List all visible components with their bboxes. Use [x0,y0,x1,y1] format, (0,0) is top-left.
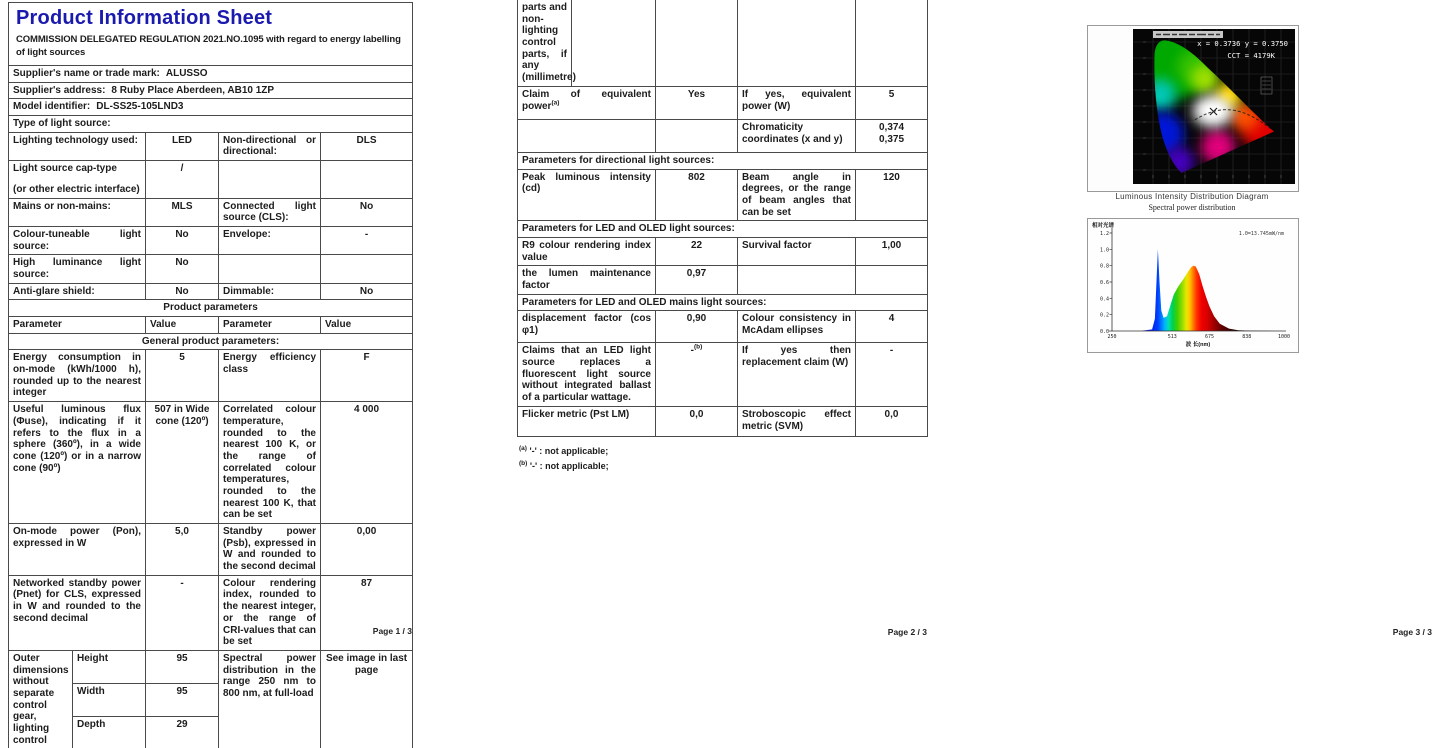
y-tick: 0.4 [1099,296,1109,303]
param-value: 1,00 [856,237,928,265]
page-2 [517,0,927,474]
param-label: Anti-glare shield: [9,283,146,300]
param-label-empty [219,161,321,198]
param-value: No [146,226,219,254]
header-cell [9,3,413,66]
footnote-a-text: '-' : not applicable; [529,445,609,456]
footnote-a-marker: (a) [519,444,527,452]
x-tick: 1000 [1277,334,1291,340]
chromaticity-diagram-frame [1087,25,1299,192]
param-label: Dimmable: [219,283,321,300]
footnote-ref-b: (b) [694,344,703,352]
param-label: Peak luminous intensity (cd) [518,169,656,221]
param-value: No [146,283,219,300]
param-value: Yes [656,86,738,119]
param-label: Flicker metric (Pst LM) [518,406,656,436]
model-identifier-value: DL-SS25-105LND3 [96,101,184,113]
param-value: - [146,575,219,650]
column-header: Value [321,317,413,334]
claim-power-label: Claim of equivalent power [522,88,651,112]
table-row [9,255,413,283]
chromaticity-y: 0,375 [878,133,905,145]
param-label: Lighting technology used: [9,132,146,160]
page-number-3: Page 3 / 3 [1392,627,1432,637]
param-value: No [321,283,413,300]
empty-cell [656,0,738,86]
footnote-a [519,444,927,459]
param-value: 0,90 [656,311,738,343]
table-row [518,86,928,119]
supplier-address-label: Supplier's address: [13,84,106,96]
page-number-1: Page 1 / 3 [372,626,412,636]
empty-cell [656,119,738,152]
param-value: 120 [856,169,928,221]
scale-annotation: 1.0=13.745mW/nm [1238,231,1284,237]
param-value: 507 in Wide cone (120º) [146,402,219,524]
y-tick: 0.0 [1099,329,1109,335]
product-info-table [8,2,413,748]
footnote-b [519,459,927,474]
param-value: 22 [656,237,738,265]
table-row [9,66,413,83]
supplier-name-cell [9,66,413,83]
type-of-light-source-header: Type of light source: [9,116,413,133]
general-parameters-header: General product parameters: [9,333,413,350]
table-row [9,116,413,133]
table-row [9,132,413,160]
param-label: If yes, equivalent power (W) [738,86,856,119]
table-row [9,575,413,650]
table-row [518,119,928,152]
chromaticity-x: 0,374 [878,121,905,133]
param-value [856,119,928,152]
param-label: Energy efficiency class [219,350,321,402]
empty-cell [572,0,656,86]
param-label: Networked standby power (Pnet) for CLS, expressed in W and rounded to the second decimal [9,575,146,650]
table-row [9,300,413,317]
table-row [518,311,928,343]
param-label: Survival factor [738,237,856,265]
column-header: Parameter [9,317,146,334]
page-number-2: Page 2 / 3 [887,627,927,637]
param-value: MLS [146,198,219,226]
param-label: Non-directional or directional: [219,132,321,160]
param-label: Colour-tuneable light source: [9,226,146,254]
param-label: On-mode power (Pon), expressed in W [9,524,146,576]
param-value: 0,0 [656,406,738,436]
table-row [9,3,413,66]
table-row [518,294,928,311]
table-row [9,283,413,300]
param-value: 0,97 [656,266,738,294]
cie-xy-readout: x = 0.3736 y = 0.3750 [1197,39,1288,48]
supplier-address-cell [9,82,413,99]
table-row [9,524,413,576]
y-tick: 0.2 [1099,312,1109,319]
table-row [518,266,928,294]
table-row [518,0,928,86]
section-header-led-oled: Parameters for LED and OLED light sources: [518,221,928,238]
param-value: 4 [856,311,928,343]
claims-led-value: - [690,345,695,357]
param-label: High luminance light source: [9,255,146,283]
table-row [9,650,413,683]
dimension-label: Height [73,650,146,683]
x-axis-title: 波 长(nm) [1185,342,1211,348]
column-header: Parameter [219,317,321,334]
column-header: Value [146,317,219,334]
cap-type-line1: Light source cap-type [13,163,117,175]
param-label: Envelope: [219,226,321,254]
regulation-text: COMMISSION DELEGATED REGULATION 2021.NO.1095 with regard to energy labelling of light sources [16,34,401,59]
param-value: 5 [146,350,219,402]
footnote-b-text: '-' : not applicable; [529,461,609,472]
table-row [518,221,928,238]
dimension-value: 95 [146,683,219,716]
spectral-distribution-value: See image in last page [321,650,413,748]
param-value: - [856,343,928,406]
table-row [518,237,928,265]
x-tick: 250 [1107,334,1117,340]
param-label: If yes then replacement claim (W) [738,343,856,406]
figure2-caption: Spectral power distribution [1148,203,1236,212]
param-value: - [321,226,413,254]
table-row [9,333,413,350]
page-1 [8,2,412,748]
param-label: Stroboscopic effect metric (SVM) [738,406,856,436]
param-label: Energy consumption in on-mode (kWh/1000 h), rounded up to the nearest integer [9,350,146,402]
param-value-empty [321,255,413,283]
x-tick: 675 [1204,334,1215,340]
dimension-value: 95 [146,650,219,683]
table-row [9,226,413,254]
section-header-led-mains: Parameters for LED and OLED mains light sources: [518,294,928,311]
product-info-table-continued [517,0,928,437]
empty-cell [738,266,856,294]
cie-chromaticity-diagram [1133,29,1295,184]
empty-cell [518,119,656,152]
outer-dimensions-label-continued: parts and non-lighting control parts, if any (millimetre) [518,0,572,86]
empty-cell [738,0,856,86]
param-value [656,343,738,406]
param-label: the lumen maintenance factor [518,266,656,294]
supplier-name-label: Supplier's name or trade mark: [13,68,160,80]
y-axis-title: 相对光谱 [1092,223,1115,229]
param-label: Standby power (Psb), expressed in W and rounded to the second decimal [219,524,321,576]
section-header-directional: Parameters for directional light sources: [518,152,928,169]
empty-cell [856,266,928,294]
table-row [9,402,413,524]
spectral-power-distribution-frame [1087,218,1299,353]
param-label [518,86,656,119]
empty-cell [856,0,928,86]
param-label: Connected light source (CLS): [219,198,321,226]
table-row [9,161,413,198]
footnotes [517,444,927,475]
cap-type-line2: (or other electric interface) [13,183,140,195]
param-label: Colour consistency in McAdam ellipses [738,311,856,343]
param-value: 5 [856,86,928,119]
param-value: 4 000 [321,402,413,524]
table-row [9,82,413,99]
table-row [9,198,413,226]
param-value: No [321,198,413,226]
table-row [9,350,413,402]
param-value: 87 [321,575,413,650]
table-row [9,317,413,334]
param-label: Correlated colour temperature, rounded to the nearest 100 K, or the range of correlated colour temperatures, rounded to the nearest 100 K, that can be set [219,402,321,524]
outer-dimensions-label: Outer dimensions without separate control gear, lighting control [9,650,73,748]
supplier-name-value: ALUSSO [165,68,208,80]
param-label: Claims that an LED light source replaces a fluorescent light source without integrated ballast of a particular wattage. [518,343,656,406]
param-value: 0,0 [856,406,928,436]
supplier-address-value: 8 Ruby Place Aberdeen, AB10 1ZP [111,84,275,96]
y-tick: 1.0 [1099,247,1109,254]
model-identifier-label: Model identifier: [13,101,91,113]
dimension-label: Width [73,683,146,716]
x-tick: 513 [1167,334,1177,340]
footnote-ref-a: (a) [551,99,560,107]
y-tick: 1.2 [1099,231,1109,237]
param-label: R9 colour rendering index value [518,237,656,265]
param-value: LED [146,132,219,160]
x-tick: 838 [1242,334,1252,340]
table-row [9,99,413,116]
cie-cct-readout: CCT = 4179K [1227,51,1275,60]
table-row [518,406,928,436]
page-title: Product Information Sheet [16,7,273,29]
table-row [518,152,928,169]
table-row [518,169,928,221]
param-label: Beam angle in degrees, or the range of beam angles that can be set [738,169,856,221]
param-value: No [146,255,219,283]
param-label: Colour rendering index, rounded to the nearest integer, or the range of CRI-values that can be set [219,575,321,650]
param-value: 5,0 [146,524,219,576]
param-label: Chromaticity coordinates (x and y) [738,119,856,152]
y-tick: 0.6 [1099,280,1109,286]
dimension-value: 29 [146,716,219,748]
param-label: displacement factor (cos φ1) [518,311,656,343]
param-value: DLS [321,132,413,160]
param-value: F [321,350,413,402]
table-row [518,343,928,406]
param-label: Mains or non-mains: [9,198,146,226]
param-value: 0,00 [321,524,413,576]
model-identifier-cell [9,99,413,116]
param-label: Useful luminous flux (Φuse), indicating if it refers to the flux in a sphere (360º), in a wide cone (120º) or in a narrow cone (90º) [9,402,146,524]
param-value-empty [321,161,413,198]
product-parameters-header: Product parameters [9,300,413,317]
spectral-power-distribution-chart [1088,219,1296,350]
spectral-distribution-label: Spectral power distribution in the range 250 nm to 800 nm, at full-load [219,650,321,748]
y-tick: 0.8 [1099,263,1109,270]
figure1-caption: Luminous Intensity Distribution Diagram [1115,192,1269,201]
param-label [9,161,146,198]
param-value: / [146,161,219,198]
dimension-label: Depth [73,716,146,748]
param-value: 802 [656,169,738,221]
param-label-empty [219,255,321,283]
footnote-b-marker: (b) [519,460,528,468]
